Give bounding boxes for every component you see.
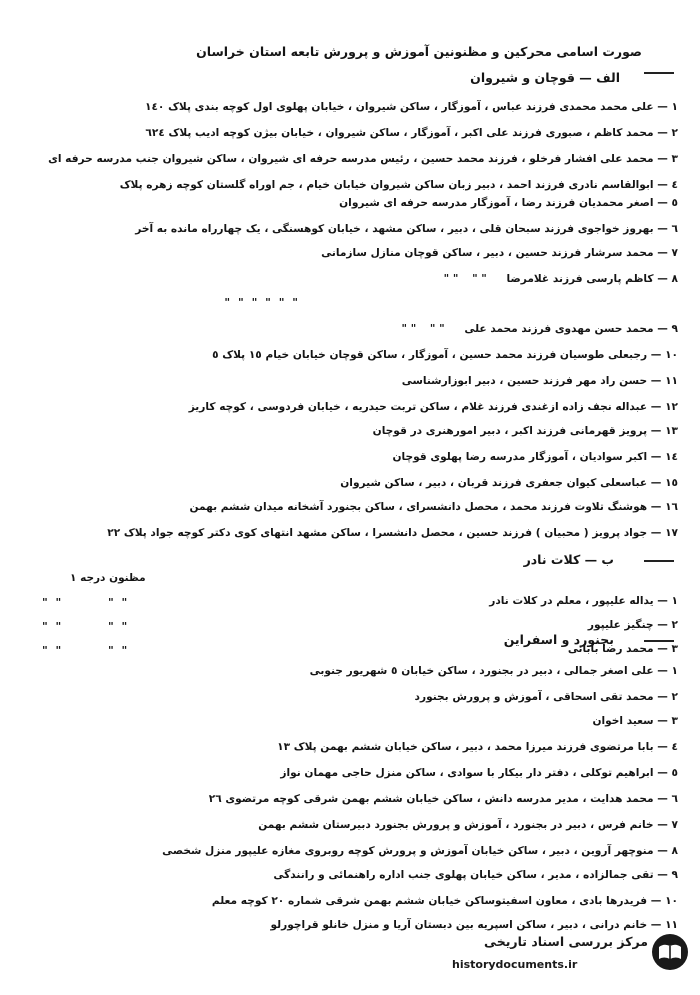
section-c-label: بجنورد و اسفراین (503, 632, 614, 647)
list-item: ١٤ — اکبر سوادیان ، آموزگار مدرسه رضا پهلوی قوچان (392, 451, 678, 463)
ditto-column (42, 644, 63, 657)
ditto-marks: " " (472, 273, 487, 285)
list-item: ٩ — تقی جمالزاده ، مدیر ، ساکن خیابان پهلوی جنب اداره راهنمائی و رانندگی (273, 869, 678, 881)
list-item: ٢ — چنگیز علیپور (587, 619, 678, 631)
ditto-row (224, 296, 300, 309)
item-text: ٨ — کاظم پارسی فرزند غلامرضا (506, 273, 678, 285)
section-c-dash (644, 640, 674, 642)
list-item: ١١ — حسن راد مهر فرزند حسین ، دبیر ابوزارشناسی (401, 375, 678, 387)
list-item: ١ — علی محمد محمدی فرزند عباس ، آموزگار ، ساکن شیروان ، خیابان پهلوی اول کوچه بندی پلاک ١٤٠ (144, 101, 678, 113)
list-item: ٢ — محمد کاظم ، صبوری فرزند علی اکبر ، آموزگار ، ساکن شیروان ، خیابان بیژن کوچه ادیب پلاک ٦٢٤ (145, 127, 678, 139)
section-a-dash (644, 72, 674, 74)
list-item: ٦ — محمد هدایت ، مدیر مدرسه دانش ، ساکن خیابان ششم بهمن شرقی کوچه مرتضوی ٢٦ (208, 793, 678, 805)
ditto-marks: " " (224, 296, 246, 309)
list-item: ١٢ — عبداله نجف زاده ازغندی فرزند غلام ، ساکن تربت حیدریه ، خیابان فردوسی ، کوچه کاریز (188, 401, 678, 413)
section-b-dash (644, 560, 674, 562)
list-item: ٥ — ابراهیم توکلی ، دفتر دار بیکار با سوادی ، ساکن منزل حاجی مهمان نواز (280, 767, 678, 779)
list-item: ١ — علی اصغر جمالی ، دبیر در بجنورد ، ساکن خیابان ٥ شهریور جنوبی (309, 665, 678, 677)
section-b-label: ب — کلات نادر (523, 552, 614, 567)
ditto-column (108, 620, 129, 633)
list-item: ٤ — بابا مرتضوی فرزند میرزا محمد ، دبیر ، ساکن خیابان ششم بهمن پلاک ١٣ (277, 741, 678, 753)
list-item (48, 272, 678, 286)
section-heading-c (504, 632, 614, 647)
ditto-marks: " " (251, 296, 273, 309)
list-item: ٣ — سعید اخوان (592, 715, 678, 727)
ditto-marks: " " (42, 596, 64, 609)
column-header-suspect-grade: مظنون درجه ١ (70, 572, 146, 584)
list-item: ١٧ — جواد پرویز ( محبیان ) فرزند حسین ، محصل دانشسرا ، ساکن مشهد انتهای کوی دکتر کوچه جواد پلاک ٢٢ (107, 527, 678, 539)
ditto-marks: " " (429, 323, 445, 335)
list-item: ٣ — محمد علی افشار فرخلو ، فرزند محمد حسین ، رئیس مدرسه حرفه ای شیروان ، ساکن شیروان جنب مدرسه حرفه ای (48, 153, 678, 165)
ditto-column (42, 620, 63, 633)
ditto-marks: " " (108, 644, 130, 657)
ditto-marks: " " (401, 323, 417, 335)
list-item (48, 322, 678, 336)
ditto-marks: " " (42, 620, 64, 633)
list-item: ١٣ — پرویز قهرمانی فرزند اکبر ، دبیر امورهنری در قوچان (372, 425, 678, 437)
section-heading-b (524, 552, 614, 567)
ditto-marks: " " (108, 596, 130, 609)
item-text: ٩ — محمد حسن مهدوی فرزند محمد علی (464, 323, 678, 335)
list-item: ١٥ — عباسعلی کیوان جعفری فرزند قربان ، دبیر ، ساکن شیروان (340, 477, 678, 489)
ditto-marks: " " (42, 644, 64, 657)
ditto-marks: " " (443, 273, 459, 285)
ditto-column (108, 644, 129, 657)
ditto-marks: " " (278, 296, 300, 309)
list-item: ٤ — ابوالقاسم نادری فرزند احمد ، دبیر زبان ساکن شیروان خیابان خیام ، جم اوراه گلستان کوچه زهره پلاک (119, 179, 678, 191)
list-item: ٧ — محمد سرشار فرزند حسین ، دبیر ، ساکن قوچان منازل سازمانی (321, 247, 678, 259)
list-item: ١ — یداله علیپور ، معلم در کلات نادر (489, 595, 678, 607)
archive-name: مرکز بررسی اسناد تاریخی (484, 934, 648, 949)
list-item: ٢ — محمد تقی اسحاقی ، آموزش و پرورش بجنورد (414, 691, 678, 703)
list-item: ٧ — خانم فرس ، دبیر در بجنورد ، آموزش و پرورش بجنورد دبیرستان ششم بهمن (258, 819, 678, 831)
document-title: صورت اسامی محرکین و مظنونین آموزش و پرورش تابعه استان خراسان (196, 44, 642, 59)
list-item: ١٦ — هوشنگ تلاوت فرزند محمد ، محصل دانشسرای ، ساکن بجنورد آشخانه میدان ششم بهمن (189, 501, 678, 513)
archive-url: historydocuments.ir (452, 958, 578, 971)
list-item: ٣ — محمد رضا بابائی (567, 643, 678, 655)
archive-logo-icon (650, 932, 690, 972)
list-item: ١١ — خانم درانی ، دبیر ، ساکن اسپریه بین دبستان آریا و منزل خانلو قراچورلو (270, 919, 678, 931)
ditto-marks: " " (108, 620, 130, 633)
list-item: ٨ — منوچهر آروین ، دبیر ، ساکن خیابان آموزش و پرورش کوچه روبروی مغازه علیپور منزل شخصی (162, 845, 678, 857)
ditto-column (42, 596, 63, 609)
list-item: ١٠ — رجبعلی طوسیان فرزند محمد حسین ، آموزگار ، ساکن قوچان خیابان خیام ١٥ پلاک ٥ (212, 349, 678, 361)
list-item: ١٠ — فریدرها بادی ، معاون اسفیتوساکن خیابان ششم بهمن شرقی شماره ٢٠ کوچه معلم (211, 895, 678, 907)
list-item: ٦ — بهروز خواجوی فرزند سبحان قلی ، دبیر ، ساکن مشهد ، خیابان کوهسنگی ، یک چهارراه مانده به آخر (135, 223, 678, 235)
list-item: ٥ — اصغر محمدیان فرزند رضا ، آموزگار مدرسه حرفه ای شیروان (339, 197, 678, 209)
section-heading-a (470, 70, 620, 85)
section-a-label: الف — قوچان و شیروان (470, 70, 620, 85)
ditto-column (108, 596, 129, 609)
